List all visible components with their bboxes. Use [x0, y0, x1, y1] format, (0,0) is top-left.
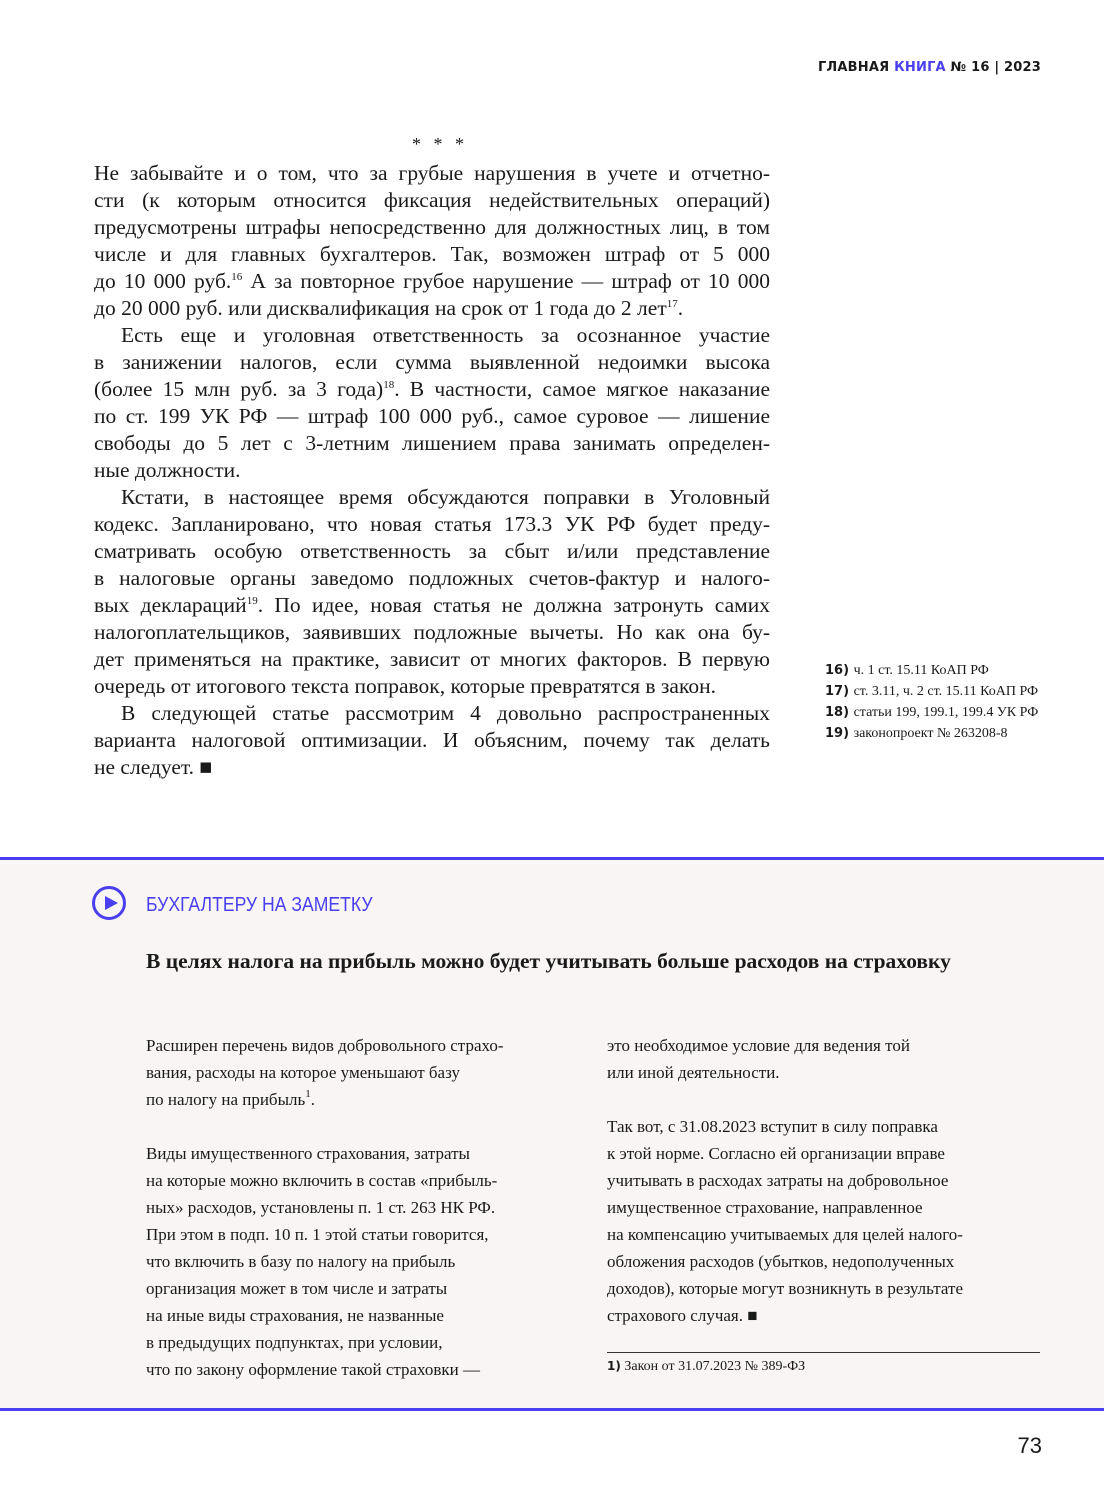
side-note-text: законопроект № 263208-8 — [853, 726, 1008, 741]
running-header — [818, 60, 1041, 75]
side-footnotes — [825, 662, 1040, 746]
text-line: доходов), которые могут возникнуть в результате — [607, 1279, 963, 1298]
box-column-left — [146, 1032, 576, 1383]
brand-part1: ГЛАВНАЯ — [817, 60, 890, 75]
play-icon — [92, 886, 126, 920]
text-line: в налоговые органы заведомо подложных счетов-фактур и налого- — [94, 566, 770, 590]
note-box — [0, 857, 1104, 1411]
text-line: При этом в подп. 10 п. 1 этой статьи говорится, — [146, 1225, 489, 1244]
text-line: ных» расходов, установлены п. 1 ст. 263 НК РФ. — [146, 1198, 496, 1217]
footnote-divider — [607, 1352, 1040, 1353]
text-line: числе и для главных бухгалтеров. Так, возможен штраф от 5 000 — [94, 242, 770, 266]
paragraph — [94, 322, 770, 484]
text-line: это необходимое условие для ведения той — [607, 1036, 910, 1055]
side-note-text: ч. 1 ст. 15.11 КоАП РФ — [853, 663, 989, 678]
text-line: Расширен перечень видов добровольного страхо- — [146, 1036, 504, 1055]
side-note-number: 16) — [825, 663, 854, 678]
text-line: сматривать особую ответственность за сбыт и/или представление — [94, 539, 770, 563]
text-line: вых деклараций$^{19}$. По идее, новая статья не должна затронуть самих — [94, 593, 771, 617]
paragraph — [94, 700, 770, 781]
footnote-ref: 18 — [383, 379, 395, 391]
footnote-ref: 1 — [305, 1088, 311, 1100]
text-line: до 20 000 руб. или дисквалификация на срок от 1 года до 2 лет$^{17}$. — [94, 296, 684, 320]
side-note-number: 19) — [825, 726, 854, 741]
text-line: дет применяться на практике, зависит от многих факторов. В первую — [94, 647, 770, 671]
text-line — [607, 1086, 1040, 1113]
box-title: В целях налога на прибыль можно будет учитывать больше расходов на страховку — [146, 949, 951, 973]
side-note — [825, 662, 1040, 680]
text-line: ные должности. — [94, 458, 241, 482]
text-line: Кстати, в настоящее время обсуждаются поправки в Уголовный — [121, 485, 770, 509]
text-line: кодекс. Запланировано, что новая статья 173.3 УК РФ будет преду- — [94, 512, 770, 536]
side-note — [825, 725, 1040, 743]
text-line: очередь от итогового текста поправок, которые превратятся в закон. — [94, 674, 716, 698]
text-line: в занижении налогов, если сумма выявленной недоимки высока — [94, 350, 770, 374]
text-line: сти (к которым относится фиксация недействительных операций) — [94, 188, 770, 212]
section-separator: * * * — [412, 134, 468, 154]
text-line: обложения расходов (убытков, недополученных — [607, 1252, 955, 1271]
side-note-text: ст. 3.11, ч. 2 ст. 15.11 КоАП РФ — [853, 684, 1039, 699]
paragraph — [94, 160, 770, 322]
side-note-text: статьи 199, 199.1, 199.4 УК РФ — [853, 705, 1039, 720]
box-rubric: БУХГАЛТЕРУ НА ЗАМЕТКУ — [146, 894, 373, 916]
article-body — [94, 160, 770, 781]
text-line: к этой норме. Согласно ей организации вправе — [607, 1144, 945, 1163]
box-footnote — [607, 1359, 805, 1375]
text-line: вания, расходы на которое уменьшают базу — [146, 1063, 460, 1082]
footnote-ref: 17 — [666, 298, 678, 310]
issue-number: № 16 | 2023 — [950, 60, 1041, 75]
page-number: 73 — [1017, 1433, 1042, 1458]
text-line: Есть еще и уголовная ответственность за осознанное участие — [121, 323, 770, 347]
text-line — [146, 1113, 576, 1140]
side-note — [825, 683, 1040, 701]
box-column-right — [607, 1032, 1040, 1329]
text-line: варианта налоговой оптимизации. И объясним, почему так делать — [94, 728, 770, 752]
text-line: имущественное страхование, направленное — [607, 1198, 923, 1217]
text-line: страхового случая. ■ — [607, 1306, 758, 1325]
text-line: на иные виды страхования, не названные — [146, 1306, 444, 1325]
side-note-number: 17) — [825, 684, 854, 699]
text-line: (более 15 млн руб. за 3 года)$^{18}$. В частности, самое мягкое наказание — [94, 377, 771, 401]
text-line: не следует. ■ — [94, 755, 213, 779]
side-note — [825, 704, 1040, 722]
brand-part2: КНИГА — [894, 60, 946, 75]
text-line: в предыдущих подпунктах, при условии, — [146, 1333, 443, 1352]
text-line: на компенсацию учитываемых для целей налого- — [607, 1225, 963, 1244]
text-line: Не забывайте и о том, что за грубые нарушения в учете и отчетно- — [94, 161, 770, 185]
text-line: организация может в том числе и затраты — [146, 1279, 448, 1298]
text-line: свободы до 5 лет с 3-летним лишением права занимать определен- — [94, 431, 770, 455]
text-line: по налогу на прибыль$^1$. — [146, 1088, 315, 1109]
text-line: что по закону оформление такой страховки — — [146, 1360, 481, 1379]
footnote-number: 1) — [607, 1359, 621, 1373]
footnote-text: Закон от 31.07.2023 № 389-ФЗ — [624, 1359, 806, 1374]
text-line: на которые можно включить в состав «прибыль- — [146, 1171, 498, 1190]
text-line: по ст. 199 УК РФ — штраф 100 000 руб., самое суровое — лишение — [94, 404, 770, 428]
footnote-ref: 16 — [231, 271, 243, 283]
text-line: Виды имущественного страхования, затраты — [146, 1144, 470, 1163]
text-line: предусмотрены штрафы непосредственно для должностных лиц, в том — [94, 215, 770, 239]
text-line: учитывать в расходах затраты на добровольное — [607, 1171, 949, 1190]
text-line: до 10 000 руб.$^{16}$ А за повторное грубое нарушение — штраф от 10 000 — [94, 269, 770, 293]
paragraph — [94, 484, 770, 700]
text-line: или иной деятельности. — [607, 1063, 780, 1082]
footnote-ref: 19 — [246, 595, 258, 607]
text-line: Так вот, с 31.08.2023 вступит в силу поправка — [607, 1117, 938, 1136]
text-line: В следующей статье рассмотрим 4 довольно распространенных — [121, 701, 770, 725]
text-line: налогоплательщиков, заявивших подложные вычеты. Но как она бу- — [94, 620, 770, 644]
side-note-number: 18) — [825, 705, 854, 720]
text-line: что включить в базу по налогу на прибыль — [146, 1252, 456, 1271]
